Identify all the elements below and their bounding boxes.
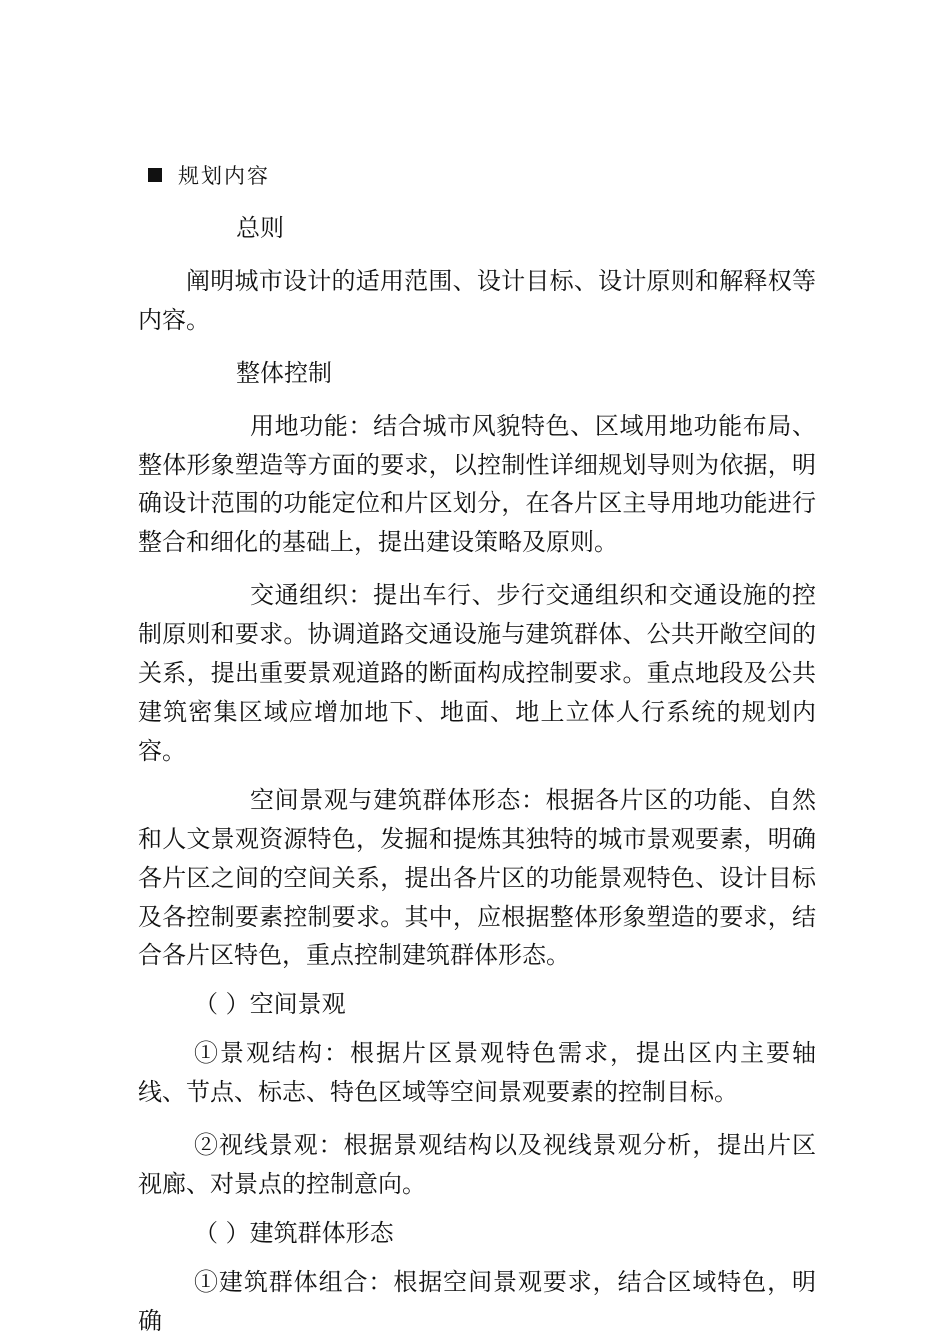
building-form-heading: （ ）建筑群体形态 xyxy=(194,1218,394,1247)
section-title: 规划内容 xyxy=(178,164,270,188)
sightline-paragraph: ②视线景观：根据景观结构以及视线景观分析，提出片区视廊、对景点的控制意向。 xyxy=(138,1131,816,1198)
section-header xyxy=(148,160,270,190)
building-group-paragraph: ①建筑群体组合：根据空间景观要求，结合区域特色，明确 xyxy=(138,1267,816,1335)
general-paragraph: 阐明城市设计的适用范围、设计目标、设计原则和解释权等内容。 xyxy=(138,266,816,334)
overall-control-heading: 整体控制 xyxy=(236,358,332,387)
spatial-landscape-heading: （ ）空间景观 xyxy=(194,990,346,1019)
traffic-paragraph: 交通组织：提出车行、步行交通组织和交通设施的控制原则和要求。协调道路交通设施与建筑群体、公共开敞空间的关系，提出重要景观道路的断面构成控制要求。重点地段及公共建筑密集区域应增加地下、地面、地上立体人行系统的规划内容。 xyxy=(138,581,816,765)
general-heading: 总则 xyxy=(236,214,284,242)
land-use-paragraph: 用地功能：结合城市风貌特色、区域用地功能布局、整体形象塑造等方面的要求，以控制性详细规划导则为依据，明确设计范围的功能定位和片区划分，在各片区主导用地功能进行整合和细化的基础上，提出建设策略及原则。 xyxy=(138,411,816,557)
landscape-structure-paragraph: ①景观结构：根据片区景观特色需求，提出区内主要轴线、节点、标志、特色区域等空间景观要素的控制目标。 xyxy=(138,1039,816,1107)
landscape-form-paragraph: 空间景观与建筑群体形态：根据各片区的功能、自然和人文景观资源特色，发掘和提炼其独特的城市景观要素，明确各片区之间的空间关系，提出各片区的功能景观特色、设计目标及各控制要素控制要求。其中，应根据整体形象塑造的要求，结合各片区特色，重点控制建筑群体形态。 xyxy=(138,785,816,970)
document-body xyxy=(138,209,816,1341)
black-square-bullet-icon xyxy=(148,168,162,182)
